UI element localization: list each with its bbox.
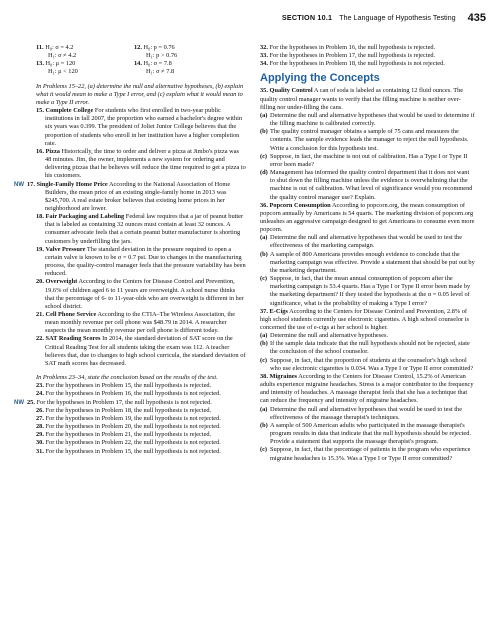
problem-text: According to the Centers for Disease Control, 15.2% of American adults experience migraine headaches. Stress is a major contributor to the frequency and intensity of headaches. A massage therapist feels that she has a technique that can reduce the frequency and intensity of migraine headaches. [260, 372, 474, 405]
page-header [0, 14, 486, 22]
problem-part [260, 357, 475, 373]
problem-list [14, 382, 246, 455]
problem-number: 25. [27, 398, 35, 406]
problem-list [260, 44, 475, 68]
problem-title: Popcorn Consumption [269, 201, 331, 209]
problem-item [36, 148, 246, 181]
problem-number: 31. [36, 447, 44, 455]
problem-number: 30. [36, 439, 44, 447]
problem-item [260, 52, 475, 60]
part-letter: (b) [260, 340, 268, 348]
problem-part [260, 128, 475, 152]
problem-number: 20. [36, 278, 44, 286]
problem-list [14, 107, 246, 368]
problem-text: A can of soda is labeled as containing 12 fluid ounces. The quality control manager wants to verify that the filling machine is neither over-filling nor under-filling the cans. [260, 87, 464, 111]
problem-item [36, 423, 246, 431]
problem-text: Federal law requires that a jar of peanut butter that is labeled as containing 32 ounces must contain at least 32 ounces. A consumer advocate feels that a certain peanut butter manufacturer is shorting customers by underfilling the jars. [45, 213, 244, 245]
problem-item [36, 382, 246, 390]
problem-part [260, 169, 475, 202]
problem-item [36, 407, 246, 415]
page-number: 435 [467, 12, 486, 24]
problem-number: 33. [260, 52, 268, 60]
problem-part [260, 112, 475, 128]
problem-item [260, 60, 475, 68]
part-text: Determine the null and alternative hypotheses that would be used to test the effectiveness of the massage therapist's techniques. [270, 405, 463, 421]
problem-text: For the hypotheses in Problem 22, the null hypothesis is not rejected. [45, 439, 221, 447]
problem-part [260, 275, 475, 308]
new-badge: NW [14, 399, 24, 406]
part-letter: (a) [260, 234, 268, 242]
hypothesis-row [36, 60, 246, 76]
problem-number: 11. [36, 44, 44, 51]
part-text: Determine the null and alternative hypotheses. [270, 332, 389, 340]
problem-number: 27. [36, 414, 44, 422]
part-letter: (b) [260, 128, 268, 136]
problem-text: For the hypotheses in Problem 17, the null hypothesis is rejected. [269, 52, 436, 60]
problem-part [260, 340, 475, 356]
problem-number: 38. [260, 372, 268, 380]
problem-item [36, 213, 246, 246]
problem-item [36, 246, 246, 279]
hypothesis-row [36, 44, 246, 60]
problem-title: Valve Pressure [45, 245, 86, 253]
part-letter: (b) [260, 421, 268, 429]
problem-number: 13. [36, 60, 44, 68]
concept-problems [260, 87, 475, 462]
part-text: Determine the null and alternative hypotheses that would be used to test the effectiveness of the marketing campaign. [270, 234, 463, 250]
problem-text: According to the CTIA–The Wireless Association, the mean monthly revenue per cell phone was $48.79 in 2014. A researcher suspects the mean monthly revenue per cell phone is different today. [45, 311, 236, 335]
problem-text: For the hypotheses in Problem 18, the null hypothesis is rejected. [45, 406, 212, 414]
problem-part [260, 251, 475, 275]
problem-number: 34. [260, 60, 268, 68]
part-text: Suppose, in fact, the machine is not out of calibration. Has a Type I or Type II error been made? [270, 152, 468, 168]
part-text: Suppose, in fact, that the mean annual consumption of popcorn after the marketing campaign is 53.4 quarts. Has a Type I or Type II error been made by the marketing department? If they tested the hypothesis at the α = 0.05 level of significance, what is the probability of making a Type I error? [270, 275, 471, 307]
problem-text: For the hypotheses in Problem 18, the null hypothesis is not rejected. [269, 60, 445, 68]
problem-item [260, 202, 475, 235]
problem-title: Single-Family Home Price [36, 180, 108, 188]
problem-text: For the hypotheses in Problem 21, the null hypothesis is rejected. [45, 431, 212, 439]
problem-item [36, 390, 246, 398]
null-hypothesis: H₀: μ = 120 [45, 60, 76, 68]
problem-text: According to the Centers for Disease Control and Prevention, 2.8% of high school students currently use electronic cigarettes. A high school counselor is concerned the use of e-cigs at her school is higher. [260, 307, 469, 331]
problem-item [14, 180, 246, 214]
problem-part [260, 446, 475, 462]
problem-part [260, 234, 475, 250]
alt-hypothesis: H₁: μ < 120 [48, 68, 78, 76]
problem-number: 17. [27, 180, 35, 188]
problem-text: For the hypotheses in Problem 16, the null hypothesis is not rejected. [45, 390, 221, 398]
problem-text: For the hypotheses in Problem 15, the null hypothesis is not rejected. [45, 447, 221, 455]
problem-text: For the hypotheses in Problem 20, the null hypothesis is not rejected. [45, 423, 221, 431]
problem-item [36, 107, 246, 148]
problem-title: SAT Reading Scores [45, 335, 101, 343]
alt-hypothesis: H₁: p > 0.76 [146, 52, 178, 60]
instructions: In Problems 15–22, (a) determine the null and alternative hypotheses, (b) explain what it would mean to make a Type I error, and (c) explain what it would mean to make a Type II error. [36, 82, 244, 106]
problem-number: 23. [36, 382, 44, 390]
problem-item [36, 278, 246, 311]
part-letter: (d) [260, 169, 268, 177]
problem-title: E-Cigs [269, 307, 288, 315]
left-column [14, 44, 246, 456]
problem-item [260, 373, 475, 406]
section-label: SECTION 10.1 [281, 13, 333, 22]
problem-title: Migraines [269, 372, 298, 380]
problem-item [260, 87, 475, 111]
problem-number: 18. [36, 213, 44, 221]
part-letter: (c) [260, 152, 268, 160]
problem-item [36, 439, 246, 447]
problem-part [260, 406, 475, 422]
problem-number: 29. [36, 431, 44, 439]
problem-number: 37. [260, 307, 268, 315]
problem-text: According to the Centers for Disease Control and Prevention, 19.6% of children aged 6 to 11 years are overweight. A school nurse thinks that the percentage of 6- to 11-year-olds who are overweight is different in her school district. [45, 278, 244, 310]
null-hypothesis: H₀: p = 0.76 [143, 44, 175, 51]
problem-number: 35. [260, 87, 268, 95]
problem-item [36, 448, 246, 456]
problem-number: 15. [36, 107, 44, 115]
problem-number: 19. [36, 245, 44, 253]
part-text: Determine the null and alternative hypotheses that would be used to determine if the filling machine is calibrated correctly. [270, 111, 475, 128]
problem-part [260, 422, 475, 446]
section-heading: Applying the Concepts [260, 72, 380, 85]
part-text: If the sample data indicate that the null hypothesis should not be rejected, state the conclusion of the school counselor. [270, 340, 470, 356]
part-letter: (b) [260, 250, 268, 258]
problem-title: Complete College [45, 107, 94, 115]
problem-part [260, 153, 475, 169]
part-text: Suppose, in fact, that the proportion of students at the counselor's high school who use electronic cigarettes is 0.034. Was a Type I or Type II error committed? [270, 356, 474, 372]
problem-item [36, 311, 246, 335]
problem-number: 24. [36, 390, 44, 398]
null-hypothesis: H₀: σ = 7.8 [143, 60, 172, 68]
problem-text: For the hypotheses in Problem 17, the null hypothesis is not rejected. [36, 398, 212, 406]
problem-text: In 2014, the standard deviation of SAT score on the Critical Reading Test for all students taking the exam was 112. A teacher believes that, due to changes to high school curricula, the standard deviation of SAT math scores has decreased. [45, 335, 246, 367]
problem-item [36, 415, 246, 423]
part-text: The quality control manager obtains a sample of 75 cans and measures the contents. The sample evidence leads the manager to reject the null hypothesis. Write a conclusion for this hypothesis test. [270, 128, 469, 152]
problem-title: Pizza [45, 147, 60, 155]
part-letter: (a) [260, 405, 268, 413]
problem-item [36, 335, 246, 368]
problem-text: For students who first enrolled in two-year public institutions in fall 2007, the proportion who earned a bachelor's degree within six years was 0.399. The president of Joliet Junior College believes that the proportion of students who enroll in her institution have a higher completion rate. [45, 107, 243, 147]
problem-text: According to the National Association of Home Builders, the mean price of an existing single-family home in 2013 was $245,700. A real estate broker believes that existing home prices in her neighborhood are lower. [45, 180, 231, 212]
part-text: Suppose, in fact, that the percentage of patients in the program who experience migraine headaches is 15.3%. Was a Type I or Type II error committed? [270, 446, 471, 462]
problem-item [14, 398, 246, 407]
part-letter: (c) [260, 446, 268, 454]
problem-text: For the hypotheses in Problem 16, the null hypothesis is rejected. [269, 44, 436, 51]
problem-text: For the hypotheses in Problem 15, the null hypothesis is rejected. [45, 382, 212, 390]
new-badge: NW [14, 181, 24, 188]
right-column [260, 44, 475, 463]
problem-text: According to popcorn.org, the mean consumption of popcorn annually by Americans is 54 quarts. The marketing division of popcorn.org unleashes an aggressive campaign designed to get Americans to consume even more popcorn. [260, 201, 475, 234]
problem-number: 21. [36, 311, 44, 318]
alt-hypothesis: H₁: σ ≠ 7.8 [146, 68, 175, 76]
problem-item [260, 308, 475, 332]
problem-number: 22. [36, 335, 44, 343]
part-text: A sample of 500 American adults who participated in the massage therapist's program results in data that indicate that the null hypothesis should be rejected. Provide a statement that supports the massage therapist's program. [270, 421, 472, 446]
part-text: A sample of 800 Americans provides enough evidence to conclude that the marketing campaign was effective. Provide a statement that should be put out by the marketing department. [270, 250, 475, 274]
problem-number: 12. [134, 44, 142, 51]
problem-text: The standard deviation in the pressure required to open a certain valve is known to be σ = 0.7 psi. Due to changes in the manufacturing process, the quality-control manager feels that the pressure variability has been reduced. [45, 245, 246, 278]
problem-number: 32. [260, 44, 268, 51]
problem-item [36, 431, 246, 439]
instructions: In Problems 23–34, state the conclusion based on the results of the test. [36, 374, 218, 382]
problem-number: 16. [36, 147, 44, 155]
problem-number: 26. [36, 406, 44, 414]
problem-number: 28. [36, 423, 44, 431]
problem-number: 36. [260, 201, 268, 209]
problem-part [260, 332, 475, 340]
part-letter: (c) [260, 356, 268, 364]
problem-title: Overweight [45, 278, 78, 286]
alt-hypothesis: H₁: σ ≠ 4.2 [48, 52, 77, 60]
part-letter: (a) [260, 332, 268, 340]
part-text: Management has informed the quality control department that it does not want to shut down the filling machine unless the evidence is overwhelming that the machine is out of calibration. What level of significance would you recommend the quality control manager use? Explain. [270, 169, 473, 201]
null-hypothesis: H₀: σ = 4.2 [45, 44, 74, 51]
problem-title: Quality Control [269, 87, 313, 95]
part-letter: (a) [260, 111, 268, 119]
problem-title: Cell Phone Service [45, 311, 97, 318]
problem-text: For the hypotheses in Problem 19, the null hypothesis is not rejected. [45, 414, 221, 422]
section-title: The Language of Hypothesis Testing [339, 13, 456, 22]
problem-title: Fair Packaging and Labeling [45, 213, 125, 221]
part-letter: (c) [260, 275, 268, 283]
problem-text: Historically, the time to order and deliver a pizza at Jimbo's pizza was 48 minutes. Jim, the owner, implements a new system for ordering and delivering pizzas that he believes will reduce the time required to get a pizza to his customers. [45, 147, 246, 180]
problem-item [260, 44, 475, 52]
problem-number: 14. [134, 60, 142, 68]
